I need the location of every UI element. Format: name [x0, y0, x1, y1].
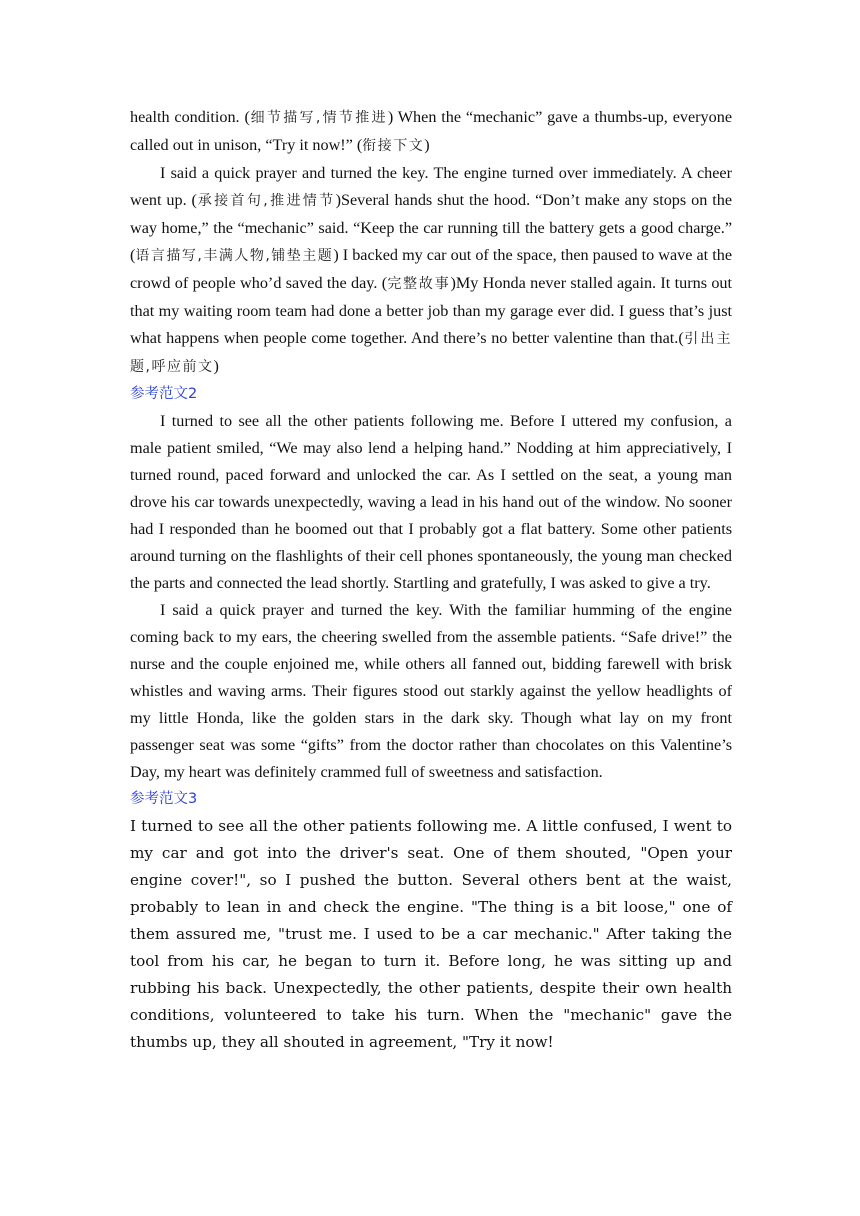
annotation-note: 语言描写,丰满人物,铺垫主题 — [135, 248, 334, 264]
annotation-note: 引出主题,呼应前文 — [130, 331, 732, 375]
paragraph-3: I turned to see all the other patients following me. Before I uttered my confusion, a male patient smiled, “We may also lend a helping hand.” Nodding at him appreciatively, I turned round, paced forward and unlocked the car. As I settled on the seat, a young man drove his car towards unexpectedly, waving a lead in his hand out of the window. No sooner had I responded than he boomed out that I probably got a flat battery. Some other patients around turning on the flashlights of their cell phones spontaneously, the young man checked the parts and connected the lead shortly. Startling and gratefully, I was asked to give a try. — [130, 412, 732, 592]
text-run: )Several hands shut the hood. “Don’t make any stops on the way home,” the “mechanic” said. “Keep the car running till the battery gets a good charge.” ( — [130, 191, 733, 264]
document-page — [130, 104, 732, 1056]
text-run: health condition. ( — [130, 108, 250, 126]
annotation-note: 完整故事 — [387, 276, 451, 292]
paragraph-2 — [130, 160, 732, 381]
paragraph-4: I said a quick prayer and turned the key. With the familiar humming of the engine coming back to my ears, the cheering swelled from the assemble patients. “Safe drive!” the nurse and the couple enjoined me, while others all fanned out, bidding farewell with brisk whistles and waving arms. Their figures stood out starkly against the yellow headlights of my little Honda, like the golden stars in the dark sky. Though what lay on my front passenger seat was some “gifts” from the doctor rather than chocolates on this Valentine’s Day, my heart was definitely crammed full of sweetness and satisfaction. — [130, 601, 732, 781]
text-run: ) — [424, 136, 430, 154]
text-run: ) — [213, 357, 219, 375]
text-run: I said a quick prayer and turned the key. The engine turned over immediately. A cheer went up. ( — [130, 164, 732, 209]
paragraph-5: I turned to see all the other patients following me. A little confused, I went to my car and got into the driver's seat. One of them shouted, "Open your engine cover!", so I pushed the button. Several others bent at the waist, probably to lean in and check the engine. "The thing is a bit loose," one of them assured me, "trust me. I used to be a car mechanic." After taking the tool from his car, he began to turn it. Before long, he was sitting up and rubbing his back. Unexpectedly, the other patients, despite their own health conditions, volunteered to take his turn. When the "mechanic" gave the thumbs up, they all shouted in agreement, "Try it now! — [130, 817, 732, 1051]
annotation-note: 衔接下文 — [362, 138, 425, 154]
sample-essay-heading-3: 参考范文3 — [130, 791, 198, 807]
text-run: )My Honda never stalled again. It turns out that my waiting room team had done a better job than my garage ever did. I guess that’s just what happens when people come together. And there’s no better valentine than that.( — [130, 274, 732, 347]
text-run: ) I backed my car out of the space, then paused to wave at the crowd of people who’d saved the day. ( — [130, 246, 733, 292]
annotation-note: 承接首句,推进情节 — [196, 193, 336, 209]
sample-essay-heading-2: 参考范文2 — [130, 386, 198, 402]
annotation-note: 细节描写,情节推进 — [249, 110, 388, 126]
paragraph-1 — [130, 104, 732, 160]
text-run: ) When the “mechanic” gave a thumbs-up, everyone called out in unison, “Try it now!” ( — [130, 108, 733, 154]
